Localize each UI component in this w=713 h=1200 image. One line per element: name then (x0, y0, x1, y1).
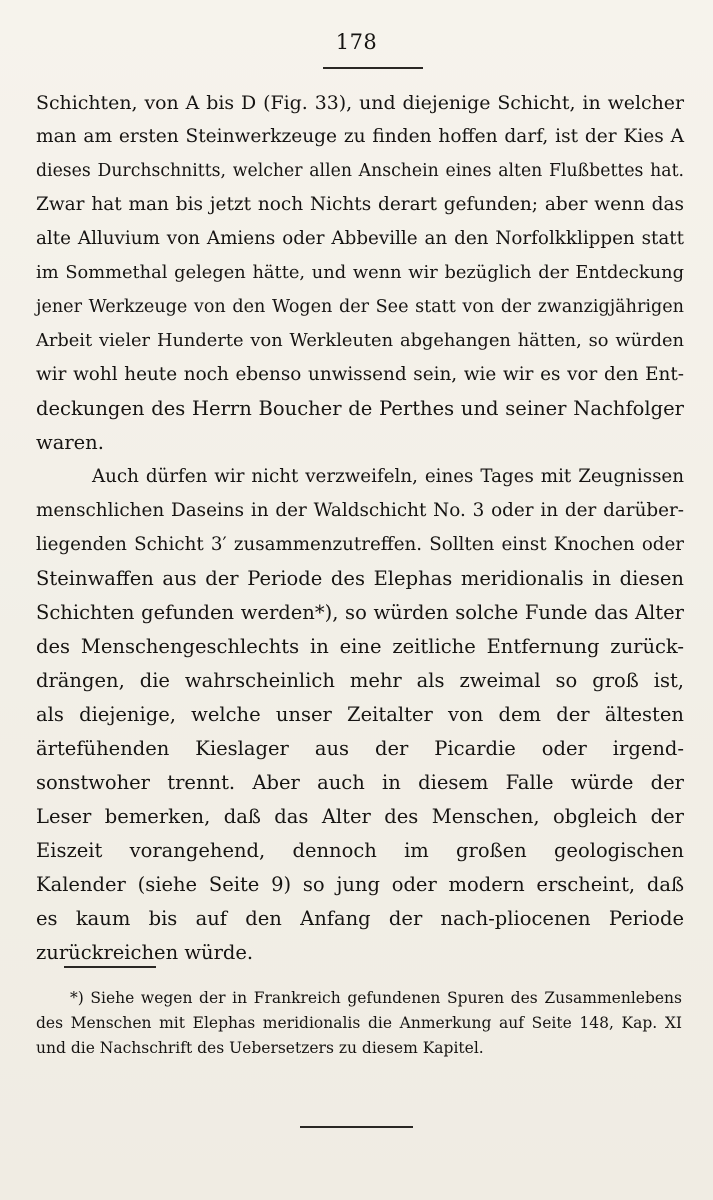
text-line: zurückreichen würde. (36, 941, 254, 964)
text-line: Auch dürfen wir nicht verzweifeln, eines Tages mit Zeugnissen (92, 466, 684, 487)
text-line: menschlichen Daseins in der Waldschicht No. 3 oder in der darüber- (36, 500, 684, 521)
header-rule (323, 67, 423, 69)
text-line: drängen, die wahrscheinlich mehr als zweimal so groß ist, (36, 669, 684, 692)
text-line: Schichten, von A bis D (Fig. 33), und diejenige Schicht, in welcher (36, 92, 684, 114)
footnote (36, 986, 682, 1061)
text-line: alte Alluvium von Amiens oder Abbeville an den Norfolkklippen statt (36, 228, 684, 249)
text-line: Leser bemerken, daß das Alter des Menschen, obgleich der (36, 805, 684, 828)
text-line: Steinwaffen aus der Periode des Elephas meridionalis in diesen (36, 567, 684, 590)
text-line: Eiszeit vorangehend, dennoch im großen geologischen (36, 839, 684, 862)
bottom-rule (300, 1126, 413, 1128)
footnote-line: und die Nachschrift des Uebersetzers zu diesem Kapitel. (36, 1039, 484, 1057)
text-line: des Menschengeschlechts in eine zeitliche Entfernung zurück- (36, 635, 684, 658)
paragraph-2 (36, 460, 684, 970)
text-line: jener Werkzeuge von den Wogen der See statt von der zwanzigjährigen (36, 297, 684, 317)
footnote-line: *) Siehe wegen der in Frankreich gefundenen Spuren des Zusammenlebens (70, 989, 682, 1007)
body-text (36, 86, 684, 970)
text-line: wir wohl heute noch ebenso unwissend sein, wie wir es vor den Ent- (36, 364, 684, 385)
text-line: waren. (36, 431, 104, 454)
text-line: es kaum bis auf den Anfang der nach-pliocenen Periode (36, 907, 684, 930)
paragraph-1 (36, 86, 684, 460)
text-line: ärtefühenden Kieslager aus der Picardie oder irgend- (36, 737, 684, 760)
text-line: als diejenige, welche unser Zeitalter von dem der ältesten (36, 703, 684, 726)
text-line: Kalender (siehe Seite 9) so jung oder modern erscheint, daß (36, 873, 684, 896)
text-line: liegenden Schicht 3′ zusammenzutreffen. Sollten einst Knochen oder (36, 534, 684, 555)
text-line: Zwar hat man bis jetzt noch Nichts derart gefunden; aber wenn das (36, 194, 684, 215)
text-line: dieses Durchschnitts, welcher allen Anschein eines alten Flußbettes hat. (36, 161, 684, 181)
page-number: 178 (335, 30, 378, 54)
text-line: sonstwoher trennt. Aber auch in diesem Falle würde der (36, 771, 684, 794)
text-line: Arbeit vieler Hunderte von Werkleuten abgehangen hätten, so würden (36, 330, 684, 351)
text-line: Schichten gefunden werden*), so würden solche Funde das Alter (36, 601, 684, 624)
footnote-rule (64, 966, 156, 968)
text-line: im Sommethal gelegen hätte, und wenn wir bezüglich der Entdeckung (36, 262, 684, 283)
text-line: deckungen des Herrn Boucher de Perthes und seiner Nachfolger (36, 397, 684, 420)
text-line: man am ersten Steinwerkzeuge zu finden hoffen darf, ist der Kies A (36, 126, 684, 147)
footnote-line: des Menschen mit Elephas meridionalis die Anmerkung auf Seite 148, Kap. XI (36, 1014, 682, 1032)
